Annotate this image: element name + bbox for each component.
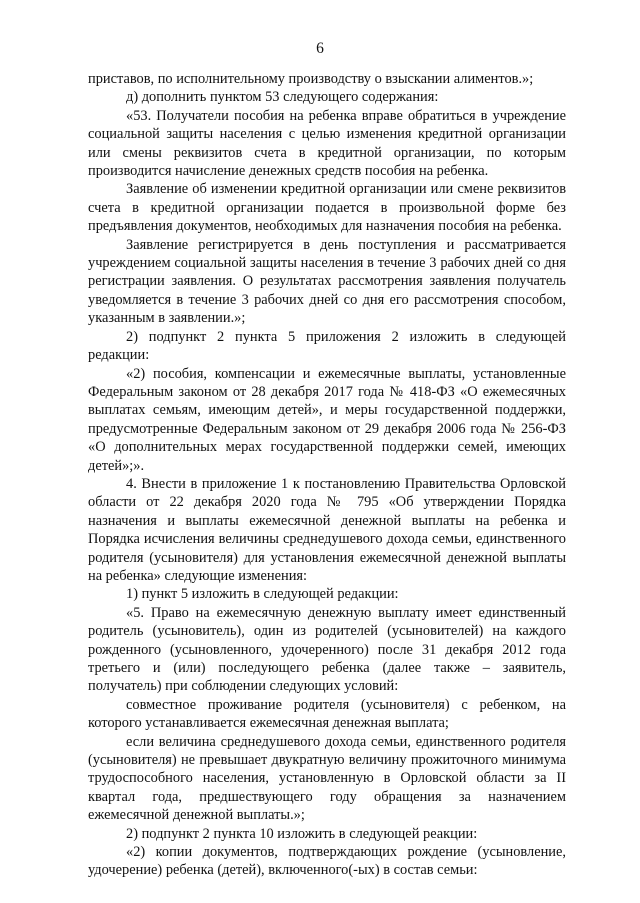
paragraph: «2) пособия, компенсации и ежемесячные выплаты, установленные Федеральным законом от 28 декабря 2017 года № 418-ФЗ «О ежемесячных выплатах семьям, имеющим детей», и меры государственной поддержки, предусмотренные Федеральным законом от 29 декабря 2006 года № 256-ФЗ «О дополнительных мерах государственной поддержки семей, имеющих детей»;». bbox=[88, 365, 566, 474]
page-number: 6 bbox=[316, 40, 324, 57]
paragraph: «5. Право на ежемесячную денежную выплату имеет единственный родитель (усыновитель), один из родителей (усыновителей) на каждого рожденного (усыновленного, удочеренного) после 31 декабря 2012 года третьего и (или) последующего ребенка (далее также – заявитель, получатель) при соблюдении следующих условий: bbox=[88, 604, 566, 695]
paragraph: д) дополнить пунктом 53 следующего содержания: bbox=[126, 89, 439, 106]
paragraph: 4. Внести в приложение 1 к постановлению Правительства Орловской области от 22 декабря 2020 года № 795 «Об утверждении Порядка назначения и выплаты ежемесячной денежной выплаты на ребенка и Порядка исчисления величины среднедушевого дохода семьи, единственного родителя (усыновителя) для установления ежемесячной денежной выплаты на ребенка» следующие изменения: bbox=[88, 475, 566, 584]
paragraph: «53. Получатели пособия на ребенка вправе обратиться в учреждение социальной защиты населения с целью изменения кредитной организации или смены реквизитов счета в кредитной организации, по которым производится начисление денежных средств пособия на ребенка. bbox=[88, 107, 566, 180]
paragraph: приставов, по исполнительному производству о взыскании алиментов.»; bbox=[88, 71, 534, 87]
paragraph: Заявление регистрируется в день поступления и рассматривается учреждением социальной защиты населения в течение 3 рабочих дней со дня регистрации заявления. О результатах рассмотрения заявления получатель уведомляется в течение 3 рабочих дней со дня его рассмотрения способом, указанным в заявлении.»; bbox=[88, 236, 566, 327]
paragraph: если величина среднедушевого дохода семьи, единственного родителя (усыновителя) не превышает двукратную величину прожиточного минимума трудоспособного населения, установленную в Орловской области за II квартал года, предшествующего году обращения за назначением ежемесячной денежной выплаты.»; bbox=[88, 733, 566, 824]
paragraph: совместное проживание родителя (усыновителя) с ребенком, на которого устанавливается ежемесячная денежная выплата; bbox=[88, 696, 566, 732]
paragraph: 2) подпункт 2 пункта 5 приложения 2 изложить в следующей редакции: bbox=[88, 328, 566, 364]
paragraph: «2) копии документов, подтверждающих рождение (усыновление, удочерение) ребенка (детей), включенного(-ых) в состав семьи: bbox=[88, 844, 566, 879]
document-body bbox=[88, 70, 566, 880]
paragraph: 2) подпункт 2 пункта 10 изложить в следующей реакции: bbox=[126, 825, 478, 842]
paragraph: 1) пункт 5 изложить в следующей редакции: bbox=[126, 586, 399, 603]
paragraph: Заявление об изменении кредитной организации или смене реквизитов счета в кредитной организации подается в произвольной форме без предъявления документов, необходимых для назначения пособия на ребенка. bbox=[88, 181, 566, 235]
